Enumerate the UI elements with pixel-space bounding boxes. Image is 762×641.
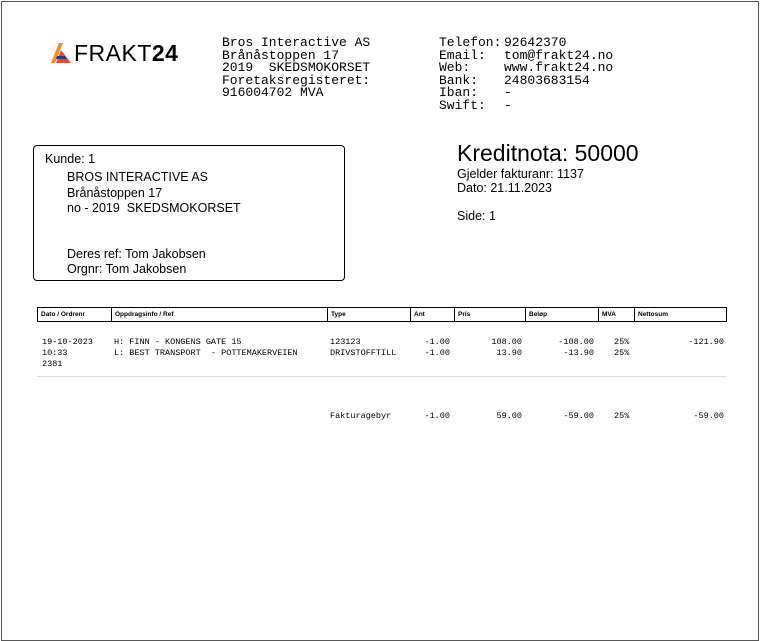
contact-label: Telefon: [439, 35, 502, 50]
order-number: 2381 [42, 359, 63, 369]
company-info [222, 37, 370, 100]
company-street: Brånåstoppen 17 [222, 47, 340, 63]
contact-label: Email: [439, 47, 486, 63]
company-name: Bros Interactive AS [222, 35, 371, 50]
column-header-type: Type [327, 308, 410, 321]
customer-street: Brånåstoppen 17 [67, 185, 163, 200]
contact-value: tom@frakt24.no [504, 47, 614, 63]
fee-pris: 59.00 [496, 411, 522, 421]
invoice-reference: Gjelder fakturanr: 1137 [457, 167, 584, 181]
credit-note-date: Dato: 21.11.2023 [457, 181, 552, 195]
customer-address [67, 170, 241, 217]
line-type: 123123 [330, 337, 361, 347]
line-pris: 108.00 [491, 337, 522, 347]
customer-name: BROS INTERACTIVE AS [67, 170, 209, 184]
line-belop: -108.00 [558, 337, 594, 347]
column-header-belop: Beløp [525, 308, 598, 321]
page-number: Side: 1 [457, 209, 496, 223]
customer-city: no - 2019 SKEDSMOKORSET [67, 201, 241, 215]
column-header-date: Dato / Ordrenr [41, 311, 86, 318]
fee-ant: -1.00 [424, 411, 450, 421]
order-time: 10:33 [42, 348, 68, 358]
contact-value: - [504, 85, 512, 101]
row-separator [37, 376, 727, 377]
fee-belop: -59.00 [563, 411, 594, 421]
column-header-nettosum: Nettosum [634, 308, 726, 321]
credit-note-header [457, 139, 639, 223]
column-header-mva: MVA [598, 308, 634, 321]
customer-number: Kunde: 1 [45, 152, 96, 166]
line-info: L: BEST TRANSPORT - POTTEMAKERVEIEN [114, 348, 298, 358]
line-info: H: FINN - KONGENS GATE 15 [114, 337, 242, 347]
order-date: 19-10-2023 [42, 337, 94, 347]
line-belop: -13.90 [563, 348, 594, 358]
contact-value: 92642370 [504, 35, 567, 50]
line-mva: 25% [614, 337, 630, 347]
logo-text [74, 40, 178, 66]
customer-deres-ref: Deres ref: Tom Jakobsen [67, 247, 206, 261]
line-type: DRIVSTOFFTILL [330, 348, 397, 358]
column-header-info: Oppdragsinfo / Ref [111, 308, 327, 321]
table-header [37, 307, 727, 322]
credit-note-title: Kreditnota: 50000 [457, 140, 639, 166]
company-org-number: 916004702 MVA [222, 85, 324, 101]
contact-value: www.frakt24.no [504, 60, 614, 76]
contact-label: Web: [439, 60, 471, 76]
contact-label: Iban: [439, 85, 479, 101]
contact-label: Bank: [439, 72, 479, 88]
order-nettosum: -121.90 [688, 337, 724, 347]
column-header-ant: Ant [410, 308, 454, 321]
customer-references [67, 247, 206, 277]
customer-orgnr: Orgnr: Tom Jakobsen [67, 262, 187, 276]
contact-info [439, 37, 613, 113]
fee-nettosum: -59.00 [693, 411, 724, 421]
logo-text-suffix: 24 [151, 40, 179, 66]
contact-label: Swift: [439, 97, 486, 113]
contact-value: 24803683154 [504, 72, 590, 88]
contact-value: - [504, 97, 512, 113]
fee-mva: 25% [614, 411, 630, 421]
company-city: 2019 SKEDSMOKORSET [222, 60, 371, 76]
line-mva: 25% [614, 348, 630, 358]
company-register-label: Foretaksregisteret: [222, 72, 371, 88]
contact-row-swift [439, 97, 613, 113]
frakt24-logo-icon [50, 42, 72, 64]
line-ant: -1.00 [424, 337, 450, 347]
line-ant: -1.00 [424, 348, 450, 358]
logo-text-prefix: FRAKT [74, 40, 152, 66]
frakt24-logo [50, 40, 178, 66]
fee-type: Fakturagebyr [330, 411, 392, 421]
line-pris: 13.90 [496, 348, 522, 358]
column-header-pris: Pris [454, 308, 525, 321]
customer-address-box [33, 145, 345, 281]
